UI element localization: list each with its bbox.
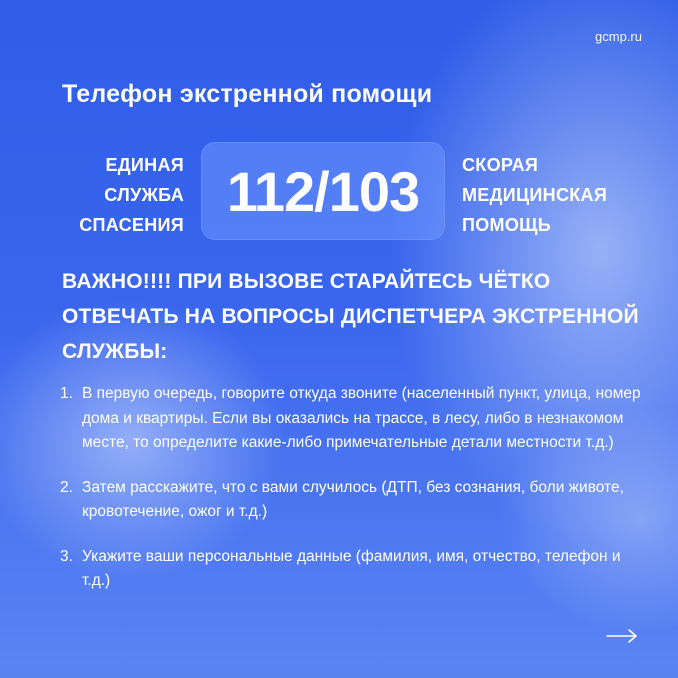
list-item-number: 1. xyxy=(60,385,73,402)
page-title: Телефон экстренной помощи xyxy=(62,80,433,108)
list-item-text: Затем расскажите, что с вами случилось (ДТП, без сознания, боли животе, кровотечение, ожог и т.д.) xyxy=(82,478,624,520)
list-item-number: 2. xyxy=(60,478,73,496)
list-item-text: В первую очередь, говорите откуда звоните (населенный пункт, улица, номер дома и квартиры. Если вы оказались на трассе, в лесу, либо в незнакомом месте, то определите какие-либо примечательные детали местности т.д.) xyxy=(82,385,641,451)
important-notice: ВАЖНО!!!! ПРИ ВЫЗОВЕ СТАРАЙТЕСЬ ЧЁТКО ОТВЕЧАТЬ НА ВОПРОСЫ ДИСПЕТЧЕРА ЭКСТРЕННОЙ СЛУЖБЫ: xyxy=(62,270,639,363)
ambulance-label-line: ПОМОЩЬ xyxy=(462,215,552,235)
list-item xyxy=(60,545,650,594)
rescue-service-label xyxy=(24,150,184,240)
list-item xyxy=(60,382,650,456)
list-item-text: Укажите ваши персональные данные (фамилия, имя, отчество, телефон и т.д.) xyxy=(82,547,621,589)
list-item-number: 3. xyxy=(60,547,73,565)
rescue-label-line: СЛУЖБА xyxy=(104,185,184,205)
ambulance-label-line: МЕДИЦИНСКАЯ xyxy=(462,185,608,205)
arrow-right-icon[interactable] xyxy=(606,628,638,644)
site-domain: gcmp.ru xyxy=(595,29,642,44)
emergency-number: 112/103 xyxy=(201,142,445,240)
rescue-label-line: ЕДИНАЯ xyxy=(105,155,184,175)
instructions-list xyxy=(60,382,650,614)
rescue-label-line: СПАСЕНИЯ xyxy=(79,215,184,235)
ambulance-label xyxy=(462,150,662,240)
list-item xyxy=(60,476,650,525)
ambulance-label-line: СКОРАЯ xyxy=(462,155,539,175)
